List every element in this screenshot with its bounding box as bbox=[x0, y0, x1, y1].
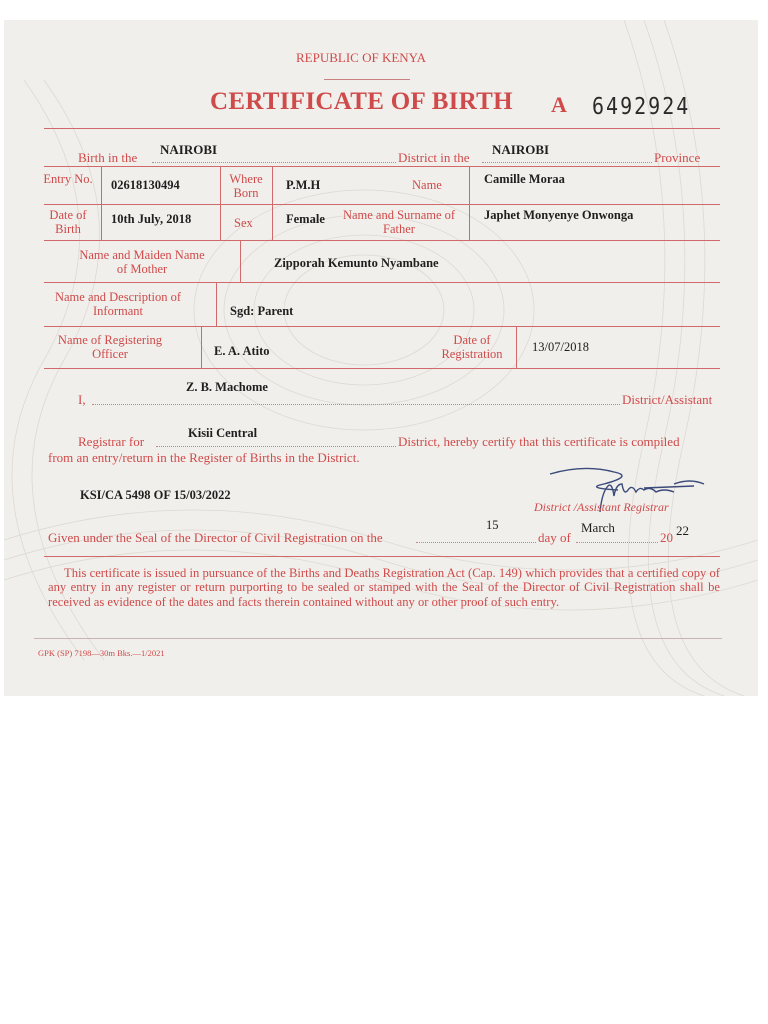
where-born-value: P.M.H bbox=[286, 178, 321, 192]
bottom-rule bbox=[34, 638, 722, 639]
father-value: Japhet Monyenye Onwonga bbox=[484, 208, 634, 222]
dotted-line bbox=[576, 542, 658, 543]
district-in-label: District in the bbox=[398, 150, 470, 165]
table-rule bbox=[44, 204, 720, 205]
dotted-line bbox=[152, 162, 396, 163]
heading-rule bbox=[324, 79, 410, 80]
day-value: 15 bbox=[486, 518, 499, 532]
province-label: Province bbox=[654, 150, 701, 165]
table-rule bbox=[44, 326, 720, 327]
i-label: I, bbox=[78, 392, 86, 407]
father-label: Name and Surname of Father bbox=[342, 208, 456, 236]
year-suffix: 22 bbox=[676, 523, 689, 538]
district-value: NAIROBI bbox=[160, 142, 218, 157]
reference-number: KSI/CA 5498 OF 15/03/2022 bbox=[80, 488, 231, 502]
certify-text: District, hereby certify that this certificate is compiled bbox=[398, 434, 680, 449]
dotted-line bbox=[416, 542, 536, 543]
table-divider bbox=[101, 166, 102, 240]
certificate-title: CERTIFICATE OF BIRTH bbox=[210, 88, 513, 115]
officer-label: Name of Registering Officer bbox=[57, 333, 163, 361]
birth-in-label: Birth in the bbox=[78, 150, 138, 165]
table-divider bbox=[216, 282, 217, 326]
informant-value: Sgd: Parent bbox=[230, 304, 294, 318]
legal-statement: This certificate is issued in pursuance of the Births and Deaths Registration Act (Cap. 149) which provides that a certified copy of any entry in any register or return purporting to be sealed or stamped with the Seal of the Director of Civil Registration shall be received as evidence of the dates and facts therein contained without any or other proof of such entry. bbox=[48, 566, 720, 609]
entry-no-label: Entry No. bbox=[43, 172, 93, 186]
print-code: GPK (SP) 7198—30m Bks.—1/2021 bbox=[38, 648, 165, 658]
mother-label: Name and Maiden Name of Mother bbox=[79, 248, 205, 276]
republic-heading: REPUBLIC OF KENYA bbox=[296, 50, 427, 65]
reg-date-label: Date of Registration bbox=[441, 333, 503, 361]
registrar-name: Z. B. Machome bbox=[186, 380, 268, 394]
table-divider bbox=[240, 240, 241, 282]
province-value: NAIROBI bbox=[492, 142, 550, 157]
entry-no-value: 02618130494 bbox=[111, 178, 180, 192]
district-assistant-label: District/Assistant bbox=[622, 392, 713, 407]
table-rule bbox=[44, 240, 720, 241]
series-letter: A bbox=[551, 92, 567, 117]
serial-number: 6492924 bbox=[592, 92, 691, 120]
table-rule bbox=[44, 166, 720, 167]
table-divider bbox=[516, 326, 517, 368]
registrar-district-value: Kisii Central bbox=[188, 426, 258, 440]
seal-text: Given under the Seal of the Director of Civil Registration on the bbox=[48, 530, 383, 545]
day-of-label: day of bbox=[538, 530, 571, 545]
year-prefix: 20 bbox=[660, 530, 673, 545]
dob-label: Date of Birth bbox=[49, 208, 87, 236]
birth-certificate bbox=[4, 20, 758, 696]
signatory-title: District /Assistant Registrar bbox=[534, 500, 669, 514]
dob-value: 10th July, 2018 bbox=[111, 212, 192, 226]
top-rule bbox=[44, 128, 720, 129]
dotted-line bbox=[482, 162, 652, 163]
from-entry-text: from an entry/return in the Register of Births in the District. bbox=[48, 450, 360, 465]
informant-label: Name and Description of Informant bbox=[54, 290, 181, 318]
mother-value: Zipporah Kemunto Nyambane bbox=[274, 256, 439, 270]
dotted-line bbox=[92, 404, 620, 405]
table-divider bbox=[469, 166, 470, 240]
where-born-label: Where Born bbox=[229, 172, 263, 200]
table-rule bbox=[44, 368, 720, 369]
table-rule bbox=[44, 282, 720, 283]
dotted-line bbox=[156, 446, 396, 447]
registrar-for-label: Registrar for bbox=[78, 434, 145, 449]
sex-label: Sex bbox=[234, 216, 253, 230]
month-value: March bbox=[581, 520, 615, 535]
footer-rule bbox=[44, 556, 720, 557]
reg-date-value: 13/07/2018 bbox=[532, 340, 589, 354]
sex-value: Female bbox=[286, 212, 325, 226]
child-name-label: Name bbox=[412, 178, 442, 192]
table-divider bbox=[201, 326, 202, 368]
child-name-value: Camille Moraa bbox=[484, 172, 565, 186]
table-divider bbox=[272, 166, 273, 240]
officer-value: E. A. Atito bbox=[214, 344, 270, 358]
table-divider bbox=[220, 166, 221, 240]
